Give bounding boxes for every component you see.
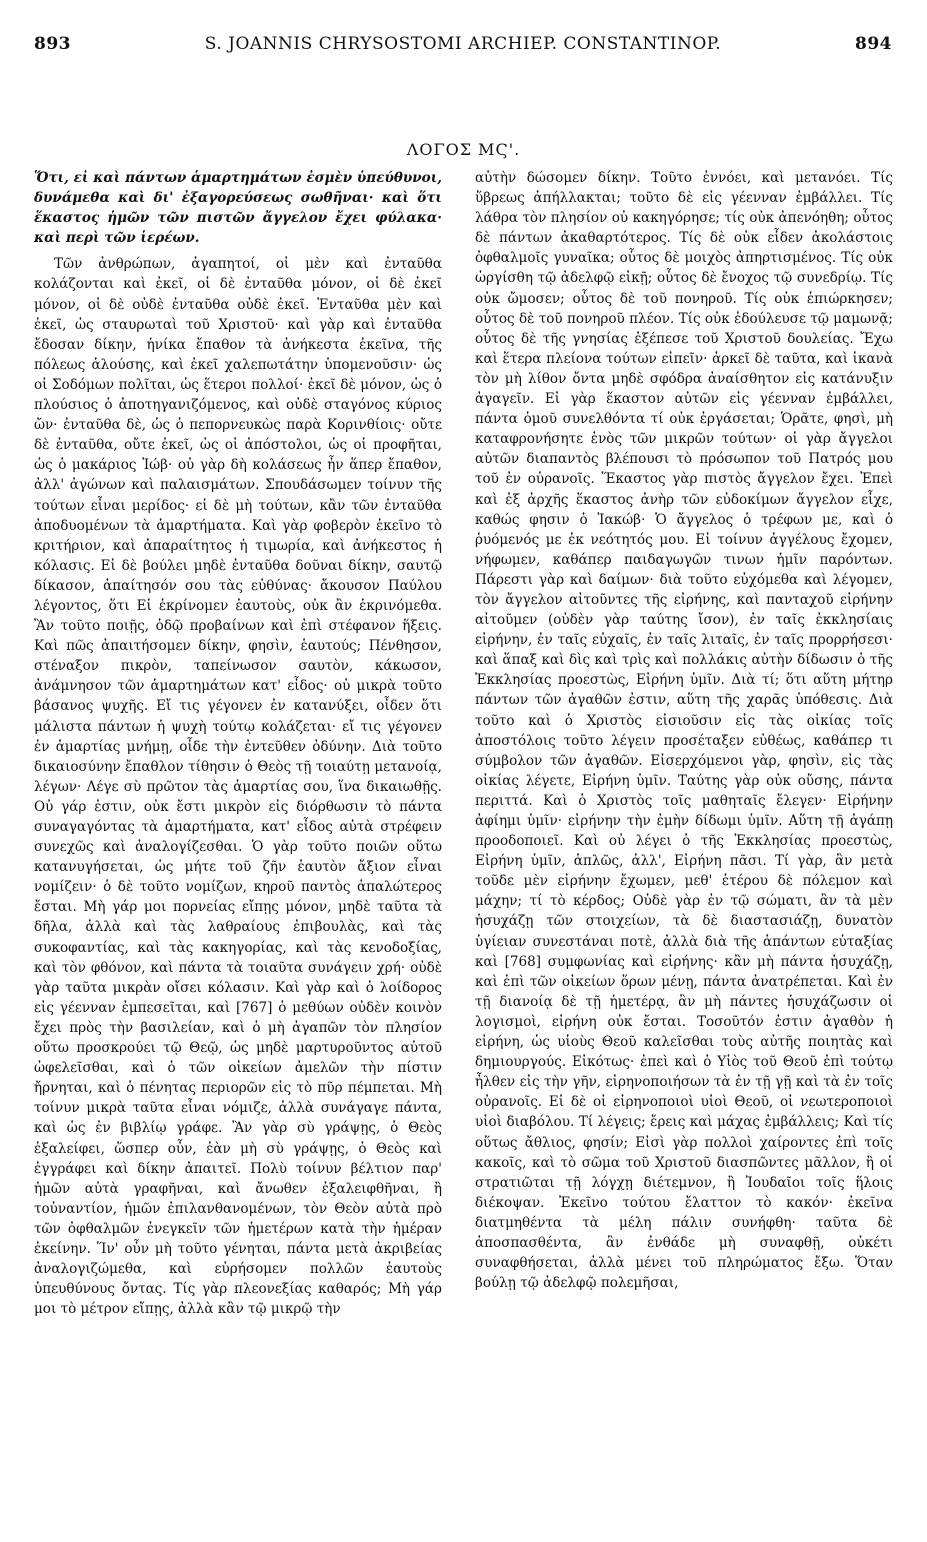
sermon-summary: Ὅτι, εἰ καὶ πάντων ἁμαρτημάτων ἐσμὲν ὑπεύθυνοι, δυνάμεθα καὶ δι' ἐξαγορεύσεως σωθῆναι· καὶ ὅτι ἕκαστος ἡμῶν τῶν πιστῶν ἄγγελον ἔχει φύλακα· καὶ περὶ τῶν ἱερέων. (34, 170, 442, 247)
running-header (34, 34, 892, 58)
page-number-right: 894 (855, 34, 892, 54)
left-column (34, 168, 442, 1528)
page-number-left: 893 (34, 34, 71, 54)
right-column (475, 168, 893, 1528)
body-paragraph-continued: αὐτὴν δώσομεν δίκην. Τοῦτο ἐννόει, καὶ μετανόει. Τίς ὕβρεως ἀπήλλακται; τοῦτο δὲ εἰς γέενναν ἐμβάλλει. Τίς λάθρα τὸν πλησίον οὐ κακηγόρησε; τίς οὐκ ἀπενόηθη; οὗτος δὲ πάντων ἀκαθαρτότερος. Τίς δὲ οὐκ εἶδεν ἀκολάστοις ὀφθαλμοῖς γυναῖκα; οὗτος δὲ μοιχὸς ἀπηρτισμένος. Τίς οὐκ ὠργίσθη τῷ ἀδελφῷ εἰκῇ; οὗτος δὲ ἔνοχος τῷ συνεδρίῳ. Τίς οὐκ ὤμοσεν; οὗτος δὲ τοῦ πονηροῦ. Τίς οὐκ ἐπιώρκησεν; οὗτος δὲ τοῦ πονηροῦ πλέον. Τίς οὐκ ἐδούλευσε τῷ μαμωνᾷ; οὗτος δὲ τῆς γνησίας ἐξέπεσε τοῦ Χριστοῦ δουλείας. Ἔχω καὶ ἕτερα πλείονα τούτων εἰπεῖν· ἀρκεῖ δὲ ταῦτα, καὶ ἱκανὰ τὸν μὴ λίθον ὄντα μηδὲ σφόδρα ἀναίσθητον εἰς κατάνυξιν ἀγαγεῖν. Εἰ γὰρ ἕκαστον αὐτῶν εἰς γέενναν ἐμβάλλει, πάντα ὁμοῦ συνελθόντα τί οὐκ ἐργάσεται; Ὁρᾶτε, φησὶ, μὴ καταφρονήσητε ἑνὸς τῶν μικρῶν τούτων· οἱ γὰρ ἄγγελοι αὐτῶν διαπαντὸς βλέπουσι τὸ πρόσωπον τοῦ Πατρός μου τοῦ ἐν οὐρανοῖς. Ἕκαστος γὰρ πιστὸς ἄγγελον ἔχει. Ἐπεὶ καὶ ἐξ ἀρχῆς ἕκαστος ἀνὴρ τῶν εὐδοκίμων ἄγγελον εἶχε, καθώς φησιν ὁ Ἰακώβ· Ὁ ἄγγελος ὁ τρέφων με, καὶ ὁ ῥυόμενός με ἐκ νεότητός μου. Εἰ τοίνυν ἀγγέλους ἔχομεν, νήφωμεν, καθάπερ παιδαγωγῶν τινων ἡμῖν παρόντων. Πάρεστι γὰρ καὶ δαίμων· διὰ τοῦτο εὐχόμεθα καὶ λέγομεν, τὸν ἄγγελον αἰτοῦντες τῆς εἰρήνης, καὶ πανταχοῦ εἰρήνην αἰτοῦμεν (οὐδὲν γὰρ ταύτης ἴσον), ἐν ταῖς ἐκκλησίαις εἰρήνην, ἐν ταῖς εὐχαῖς, ἐν ταῖς λιταῖς, ἐν ταῖς προρρήσεσι· καὶ ἅπαξ καὶ δὶς καὶ τρὶς καὶ πολλάκις αὐτὴν δίδωσιν ὁ τῆς Ἐκκλησίας προεστὼς, Εἰρήνη ὑμῖν. Διὰ τί; ὅτι αὕτη μήτηρ πάντων τῶν ἀγαθῶν ἐστιν, αὕτη τῆς χαρᾶς ὑπόθεσις. Διὰ τοῦτο καὶ ὁ Χριστὸς εἰσιοῦσιν εἰς τὰς οἰκίας τοῖς ἀποστόλοις τοῦτο λέγειν προσέταξεν εὐθέως, καθάπερ τι σύμβολον τῶν ἀγαθῶν. Εἰσερχόμενοι γὰρ, φησὶν, εἰς τὰς οἰκίας λέγετε, Εἰρήνη ὑμῖν. Ταύτης γὰρ οὐκ οὔσης, πάντα περιττά. Καὶ ὁ Χριστὸς τοῖς μαθηταῖς ἔλεγεν· Εἰρήνην ἀφίημι ὑμῖν· εἰρήνην τὴν ἐμὴν δίδωμι ὑμῖν. Αὕτη τῇ ἀγάπῃ προοδοποιεῖ. Καὶ οὐ λέγει ὁ τῆς Ἐκκλησίας προεστὼς, Εἰρήνη ὑμῖν, ἁπλῶς, ἀλλ', Εἰρήνη πᾶσι. Τί γὰρ, ἂν μετὰ τοῦδε μὲν εἰρήνην ἔχωμεν, μεθ' ἑτέρου δὲ πόλεμον καὶ μάχην; τί τὸ κέρδος; Οὐδὲ γὰρ ἐν τῷ σώματι, ἂν τὰ μὲν ἡσυχάζῃ τῶν στοιχείων, τὰ δὲ διαστασιάζῃ, δυνατὸν ὑγίειαν συνεστάναι ποτὲ, ἀλλὰ διὰ τῆς ἁπάντων εὐταξίας καὶ [768] συμφωνίας καὶ εἰρήνης· κἂν μὴ πάντα ἡσυχάζῃ, καὶ ἐπὶ τῶν οἰκείων ὅρων μένῃ, πάντα ἀνατρέπεται. Καὶ ἐν τῇ διανοίᾳ δὲ τῇ ἡμετέρᾳ, ἂν μὴ πάντες ἡσυχάζωσιν οἱ λογισμοὶ, εἰρήνη οὐκ ἔσται. Τοσοῦτόν ἐστιν ἀγαθὸν ἡ εἰρήνη, ὡς υἱοὺς Θεοῦ καλεῖσθαι τοὺς αὐτῆς ποιητὰς καὶ δημιουργούς. Εἰκότως· ἐπεὶ καὶ ὁ Υἱὸς τοῦ Θεοῦ ἐπὶ τούτῳ ἦλθεν εἰς τὴν γῆν, εἰρηνοποιήσων τὰ ἐν τῇ γῇ καὶ τὰ ἐν τοῖς οὐρανοῖς. Εἰ δὲ οἱ εἰρηνοποιοὶ υἱοὶ Θεοῦ, οἱ νεωτεροποιοὶ υἱοὶ διαβόλου. Τί λέγεις; ἔρεις καὶ μάχας ἐμβάλλεις; Καὶ τίς οὕτως ἄθλιος, φησίν; Εἰσὶ γὰρ πολλοὶ χαίροντες ἐπὶ τοῖς κακοῖς, καὶ τὸ σῶμα τοῦ Χριστοῦ διασπῶντες μᾶλλον, ἢ οἱ στρατιῶται τῇ λόγχῃ διέτεμνον, ἢ Ἰουδαῖοι τοῖς ἥλοις διέκοψαν. Ἐκεῖνο τούτου ἔλαττον τὸ κακόν· ἐκεῖνα διατμηθέντα τὰ μέλη πάλιν συνήφθη· ταῦτα δὲ ἀποσπασθέντα, ἂν ἐνθάδε μὴ συναφθῇ, οὐκέτι συναφθήσεται, ἀλλὰ μένει τοῦ πληρώματος ἔξω. Ὅταν βούλῃ τῷ ἀδελφῷ πολεμῆσαι, (475, 170, 893, 1292)
body-paragraph: Τῶν ἀνθρώπων, ἀγαπητοί, οἱ μὲν καὶ ἐνταῦθα κολάζονται καὶ ἐκεῖ, οἱ δὲ ἐνταῦθα μόνον, οἱ δὲ ἐκεῖ μόνον, οἱ δὲ οὐδὲ ἐνταῦθα οὐδὲ ἐκεῖ. Ἐνταῦθα μὲν καὶ ἐκεῖ, ὡς σταυρωταὶ τοῦ Χριστοῦ· καὶ γὰρ καὶ ἐνταῦθα ἔδοσαν δίκην, ἡνίκα ἔπαθον τὰ ἀνήκεστα ἐκεῖνα, τῆς πόλεως ἁλούσης, καὶ ἐκεῖ χαλεπωτάτην ὑπομενοῦσιν· ὡς οἱ Σοδόμων πολῖται, ὡς ἕτεροι πολλοί· ἐκεῖ δὲ μόνον, ὡς ὁ πλούσιος ὁ ἀποτηγανιζόμενος, καὶ οὐδὲ σταγόνος κύριος ὤν· ἐνταῦθα δὲ, ὡς ὁ πεπορνευκὼς παρὰ Κορινθίοις· οὔτε δὲ ἐνταῦθα, οὔτε ἐκεῖ, ὡς οἱ ἀπόστολοι, ὡς οἱ προφῆται, ὡς ὁ μακάριος Ἰώβ· οὐ γὰρ δὴ κολάσεως ἦν ἅπερ ἔπαθον, ἀλλ' ἀγώνων καὶ παλαισμάτων. Σπουδάσωμεν τοίνυν τῆς τούτων εἶναι μερίδος· εἰ δὲ μὴ τούτων, κἂν τῶν ἐνταῦθα ἀποδυομένων τὰ ἁμαρτήματα. Καὶ γὰρ φοβερὸν ἐκεῖνο τὸ κριτήριον, καὶ ἀπαραίτητος ἡ τιμωρία, καὶ ἀνήκεστος ἡ κόλασις. Εἰ δὲ βούλει μηδὲ ἐνταῦθα δοῦναι δίκην, σαυτῷ δίκασον, ἀπαίτησόν σου τὰς εὐθύνας· ἄκουσον Παύλου λέγοντος, ὅτι Εἰ ἐκρίνομεν ἑαυτοὺς, οὐκ ἂν ἐκρινόμεθα. Ἂν τοῦτο ποιῇς, ὁδῷ προβαίνων καὶ ἐπὶ στέφανον ἥξεις. Καὶ πῶς ἀπαιτήσομεν δίκην, φησὶν, ἑαυτούς; Πένθησον, στέναξον πικρὸν, ταπείνωσον σαυτὸν, κάκωσον, ἀνάμνησον τῶν ἁμαρτημάτων κατ' εἶδος· οὐ μικρὰ τοῦτο βάσανος ψυχῆς. Εἴ τις γέγονεν ἐν κατανύξει, οἶδεν ὅτι μάλιστα πάντων ἡ ψυχὴ τούτῳ κολάζεται· εἴ τις γέγονεν ἐν ἁμαρτίας μνήμῃ, οἶδε τὴν ἐντεῦθεν ὀδύνην. Διὰ τοῦτο δικαιοσύνην ἔπαθλον τίθησιν ὁ Θεὸς τῇ τοιαύτῃ μετανοίᾳ, λέγων· Λέγε σὺ πρῶτον τὰς ἁμαρτίας σου, ἵνα δικαιωθῇς. Οὐ γάρ ἐστιν, οὐκ ἔστι μικρὸν εἰς διόρθωσιν τὸ πάντα συναγαγόντας τὰ ἁμαρτήματα, κατ' εἶδος αὐτὰ στρέφειν συνεχῶς καὶ ἀναλογίζεσθαι. Ὁ γὰρ τοῦτο ποιῶν οὕτω κατανυγήσεται, ὡς μήτε τοῦ ζῆν ἑαυτὸν ἄξιον εἶναι νομίζειν· ὁ δὲ τοῦτο νομίζων, κηροῦ παντὸς ἁπαλώτερος ἔσται. Μὴ γάρ μοι πορνείας εἴπῃς μόνον, μηδὲ ταῦτα τὰ δῆλα, ἀλλὰ καὶ τὰς λαθραίους ἐπιβουλὰς, καὶ τὰς συκοφαντίας, καὶ τὰς κακηγορίας, καὶ τὰς κενοδοξίας, καὶ τὸν φθόνον, καὶ πάντα τὰ τοιαῦτα συνάγειν χρή· οὐδὲ γὰρ ταῦτα μικρὰν οἴσει κόλασιν. Καὶ γὰρ καὶ ὁ λοίδορος εἰς γέενναν ἐμπεσεῖται, καὶ [767] ὁ μεθύων οὐδὲν κοινὸν ἔχει πρὸς τὴν βασιλείαν, καὶ ὁ μὴ ἀγαπῶν τὸν πλησίον οὕτω προσκρούει τῷ Θεῷ, ὡς μηδὲ μαρτυροῦντος αὐτοῦ ὠφελεῖσθαι, καὶ ὁ τῶν οἰκείων ἀμελῶν τὴν πίστιν ἤρνηται, καὶ ὁ πένητας περιορῶν εἰς τὸ πῦρ πέμπεται. Μὴ τοίνυν μικρὰ ταῦτα εἶναι νόμιζε, ἀλλὰ συνάγαγε πάντα, καὶ ὡς ἐν βιβλίῳ γράφε. Ἂν γὰρ σὺ γράψῃς, ὁ Θεὸς ἐξαλείφει, ὥσπερ οὖν, ἐὰν μὴ σὺ γράψῃς, ὁ Θεὸς καὶ ἐγγράφει καὶ δίκην ἀπαιτεῖ. Πολὺ τοίνυν βέλτιον παρ' ἡμῶν αὐτὰ γραφῆναι, καὶ ἄνωθεν ἐξαλειφθῆναι, ἢ τοὐναντίον, ἡμῶν ἐπιλανθανομένων, τὸν Θεὸν αὐτὰ πρὸ τῶν ὀφθαλμῶν ἐνεγκεῖν τῶν ἡμετέρων κατὰ τὴν ἡμέραν ἐκείνην. Ἵν' οὖν μὴ τοῦτο γένηται, πάντα μετὰ ἀκριβείας ἀναλογιζώμεθα, καὶ εὑρήσομεν πολλῶν ἑαυτοὺς ὑπευθύνους ὄντας. Τίς γὰρ πλεονεξίας καθαρός; Μὴ γάρ μοι τὸ μέτρον εἴπῃς, ἀλλὰ κἂν τῷ μικρῷ τὴν (34, 256, 442, 1318)
running-title: S. JOANNIS CHRYSOSTOMI ARCHIEP. CONSTANTINOP. (204, 34, 722, 54)
sermon-heading: ΛΟΓΟΣ ΜϚ'. (406, 140, 521, 159)
